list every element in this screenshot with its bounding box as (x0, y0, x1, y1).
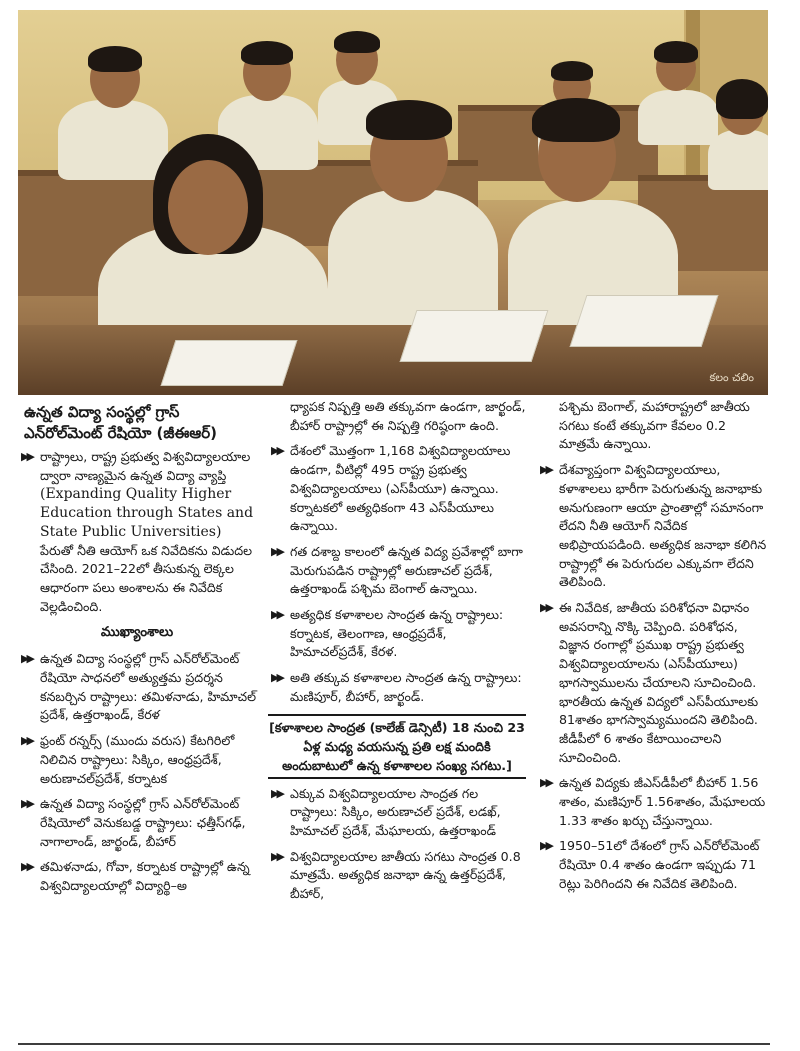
photo-notebook (570, 295, 719, 347)
college-density-note: [కళాశాలల సాంద్రత (కాలేజ్ డెన్సిటీ) 18 నుంచి 23 ఏళ్ల మధ్య వయసున్న ప్రతి లక్ష మందికి అందుబాటులో ఉన్న కళాశాలల సంఖ్య సగటు.] (268, 714, 526, 779)
list-item: ▶▶ ఈ నివేదిక, జాతీయ పరిశోధనా విధానం అవసరాన్ని నొక్కి చెప్పింది. పరిశోధన, విజ్ఞాన రంగాల్లో ప్రముఖ రాష్ట్ర ప్రభుత్వ విశ్వవిద్యాలయాలను (ఎస్‌పీయూలు) భాగస్వాములను చేయాలని సూచించింది. భారతీయ ఉన్నత విద్యలో ఎస్‌పీయూలకు 81శాతం భాగస్వామ్యముందని తెలిపింది. జీడీపీలో 6 శాతం కేటాయించాలని సూచించింది. (540, 600, 759, 765)
list-item: ▶▶ అతి తక్కువ కళాశాలల సాంద్రత ఉన్న రాష్ట్రాలు: మణిపూర్, బీహార్, జార్ఖండ్. (271, 670, 522, 704)
double-arrow-icon: ▶▶ (21, 450, 32, 463)
article-column-3 (537, 398, 769, 901)
article-headline: ఉన్నత విద్యా సంస్థల్లో గ్రాస్ ఎన్‌రోల్‌మెంట్ రేషియో (జీఈఆర్) (24, 403, 217, 442)
double-arrow-icon: ▶▶ (21, 652, 32, 666)
article-column-1 (18, 398, 256, 903)
english-title: (Expanding Quality Higher Education through States and State Public Universities) (40, 486, 254, 540)
list-item: ▶▶ ఎక్కువ విశ్వవిద్యాలయాల సాంద్రత గల రాష్ట్రాలు: సిక్కిం, అరుణాచల్ ప్రదేశ్, లడఖ్, హిమాచల్ ప్రదేశ్, మేఘాలయ, ఉత్తరాఖండ్ (271, 785, 501, 838)
continued-paragraph: ధ్యాపక నిష్పత్తి అతి తక్కువగా ఉండగా, జార్ఖండ్, బీహార్ రాష్ట్రాల్లో ఈ నిష్పత్తి గరిష్ఠంగా ఉంది. (290, 399, 526, 433)
double-arrow-icon: ▶▶ (21, 734, 32, 748)
list-item: ▶▶ ఫ్రంట్ రన్నర్స్ (ముందు వరుస) కేటగిరిలో నిలిచిన రాష్ట్రాలు: సిక్కిం, ఆంధ్రప్రదేశ్, అరుణాచల్‌ప్రదేశ్, కర్నాటక (21, 733, 235, 786)
double-arrow-icon: ▶▶ (271, 544, 282, 558)
continued-paragraph: పశ్చిమ బెంగాల్, మహారాష్ట్రలో జాతీయ సగటు కంటే తక్కువగా కేవలం 0.2 మాత్రమే ఉన్నాయి. (559, 399, 750, 452)
photo-notebook (400, 310, 549, 362)
article-column-2 (268, 398, 526, 911)
double-arrow-icon: ▶▶ (540, 463, 551, 477)
double-arrow-icon: ▶▶ (271, 608, 282, 622)
list-item: ▶▶ ఉన్నత విద్యా సంస్థల్లో గ్రాస్ ఎన్‌రోల్‌మెంట్ రేషియోలో వెనుకబడ్డ రాష్ట్రాలు: ఛత్తీస్‌గఢ్, నాగాలాండ్, జార్ఖండ్, బీహార్ (21, 796, 246, 849)
classroom-photo (18, 10, 768, 395)
photo-desk-writing: కలం చలిం (709, 371, 754, 384)
double-arrow-icon: ▶▶ (540, 601, 551, 615)
double-arrow-icon: ▶▶ (21, 797, 32, 811)
double-arrow-icon: ▶▶ (271, 671, 282, 685)
list-item: ▶▶ గత దశాబ్ద కాలంలో ఉన్నత విద్య ప్రవేశాల్లో బాగా మెరుగుపడిన రాష్ట్రాల్లో అరుణాచల్ ప్రదేశ్, ఉత్తరాఖండ్ పశ్చిమ బెంగాల్ ఉన్నాయి. (271, 543, 523, 597)
double-arrow-icon: ▶▶ (271, 786, 282, 800)
highlights-heading: ముఖ్యాంశాలు (100, 624, 174, 641)
list-item: ▶▶ దేశవ్యాప్తంగా విశ్వవిద్యాలయాలు, కళాశాలలు భారీగా పెరుగుతున్న జనాభాకు అనుగుణంగా ఆయా ప్రాంతాల్లో సమానంగా లేదని నీతి ఆయోగ్ నివేదిక అభిప్రాయపడింది. అత్యధిక జనాభా కలిగిన రాష్ట్రాల్లో ఈ పెరుగుదల ఎక్కువగా లేదని తెలిపింది. (540, 462, 767, 590)
list-item: ▶▶ 1950–51లో దేశంలో గ్రాస్ ఎన్‌రోల్‌మెంట్ రేషియో 0.4 శాతం ఉండగా ఇప్పుడు 71 రెట్లు పెరిగిందని ఈ నివేదిక తెలిపింది. (540, 838, 760, 891)
double-arrow-icon: ▶▶ (271, 444, 282, 458)
double-arrow-icon: ▶▶ (540, 776, 551, 790)
list-item: ▶▶ విశ్వవిద్యాలయాల జాతీయ సగటు సాంద్రత 0.8 మాత్రమే. అత్యధిక జనాభా ఉన్న ఉత్తర్‌ప్రదేశ్, బీహార్, (271, 848, 521, 902)
intro-paragraph: ▶▶ రాష్ట్రాలు, రాష్ట్ర ప్రభుత్వ విశ్వవిద్యాలయాల ద్వారా నాణ్యమైన ఉన్నత విద్యా వ్యాప్తి (Expanding Quality Higher Education through States and State Public Universities) పేరుతో నీతి ఆయోగ్ ఒక నివేదికను విడుదల చేసింది. 2021–22లో తీసుకున్న లెక్కల ఆధారంగా పలు అంశాలను ఈ నివేదిక వెల్లడించింది. (21, 449, 254, 614)
list-item: ▶▶ దేశంలో మొత్తంగా 1,168 విశ్వవిద్యాలయాలు ఉండగా, వీటిల్లో 495 రాష్ట్ర ప్రభుత్వ విశ్వవిద్యాలయాలు (ఎస్‌పీయూ) ఉన్నాయి. కర్నాటకలో అత్యధికంగా 43 ఎస్‌పీయూలు ఉన్నాయి. (271, 443, 511, 534)
bottom-rule (18, 1043, 770, 1045)
list-item: ▶▶ ఉన్నత విద్యకు జీఎస్‌డీపీలో బీహార్ 1.56 శాతం, మణిపూర్ 1.56శాతం, మేఘాలయ 1.33 శాతం ఖర్చు చేస్తున్నాయి. (540, 775, 766, 828)
photo-notebook (161, 340, 298, 386)
double-arrow-icon: ▶▶ (540, 839, 551, 853)
list-item: ▶▶ ఉన్నత విద్యా సంస్థల్లో గ్రాస్ ఎన్‌రోల్‌మెంట్ రేషియో సాధనలో అత్యుత్తమ ప్రదర్శన కనబర్చిన రాష్ట్రాలు: తమిళనాడు, హిమాచల్ ప్రదేశ్, ఉత్తరాఖండ్, కేరళ (21, 651, 256, 723)
list-item: ▶▶ తమిళనాడు, గోవా, కర్నాటక రాష్ట్రాల్లో ఉన్న విశ్వవిద్యాలయాల్లో విద్యార్థి–అ (21, 859, 250, 894)
double-arrow-icon: ▶▶ (271, 849, 282, 863)
double-arrow-icon: ▶▶ (21, 860, 32, 874)
list-item: ▶▶ అత్యధిక కళాశాలల సాంద్రత ఉన్న రాష్ట్రాలు: కర్నాటక, తెలంగాణ, ఆంధ్రప్రదేశ్, హిమాచల్‌ప్రదేశ్, కేరళ. (271, 607, 504, 660)
